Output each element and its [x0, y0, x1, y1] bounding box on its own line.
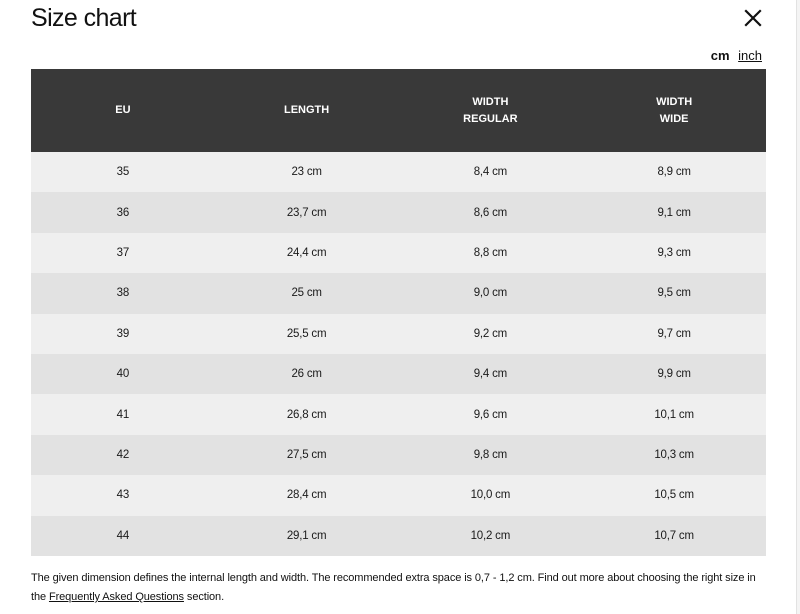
column-header-line: REGULAR [463, 112, 518, 125]
table-cell: 10,5 cm [582, 475, 766, 515]
table-cell: 23,7 cm [215, 192, 399, 232]
table-cell: 10,7 cm [582, 516, 766, 556]
unit-inch-option[interactable]: inch [738, 48, 762, 63]
column-header-length [215, 69, 399, 152]
page-title: Size chart [31, 4, 137, 32]
table-cell: 9,8 cm [399, 435, 583, 475]
table-row [31, 273, 766, 313]
table-cell: 10,1 cm [582, 394, 766, 434]
column-header-eu [31, 69, 215, 152]
footnote-text: The given dimension defines the internal length and width. The recommended extra space is 0,7 - 1,2 cm. Find out more about choosing the right size in the [31, 572, 756, 603]
table-cell: 25,5 cm [215, 314, 399, 354]
unit-cm-option[interactable]: cm [710, 48, 730, 63]
close-button[interactable] [741, 6, 765, 30]
table-row [31, 314, 766, 354]
table-cell: 42 [31, 435, 215, 475]
table-row [31, 394, 766, 434]
table-row [31, 192, 766, 232]
column-header-width-wide [582, 69, 766, 152]
column-header-width-regular [399, 69, 583, 152]
table-cell: 9,4 cm [399, 354, 583, 394]
table-row [31, 435, 766, 475]
table-cell: 9,6 cm [399, 394, 583, 434]
table-cell: 8,4 cm [399, 152, 583, 192]
table-cell: 9,1 cm [582, 192, 766, 232]
table-cell: 10,0 cm [399, 475, 583, 515]
table-cell: 10,2 cm [399, 516, 583, 556]
table-cell: 9,5 cm [582, 273, 766, 313]
table-cell: 9,3 cm [582, 233, 766, 273]
table-cell: 9,0 cm [399, 273, 583, 313]
table-cell: 41 [31, 394, 215, 434]
table-cell: 27,5 cm [215, 435, 399, 475]
table-cell: 37 [31, 233, 215, 273]
table-cell: 26 cm [215, 354, 399, 394]
table-cell: 8,6 cm [399, 192, 583, 232]
table-cell: 25 cm [215, 273, 399, 313]
column-header-line: WIDTH [472, 95, 509, 108]
footnote-text-end: section. [186, 591, 225, 603]
table-row [31, 354, 766, 394]
table-cell: 26,8 cm [215, 394, 399, 434]
table-row [31, 152, 766, 192]
column-header-line: EU [115, 104, 131, 116]
column-header-line: WIDTH [656, 95, 693, 108]
unit-toggle [706, 48, 762, 64]
table-cell: 40 [31, 354, 215, 394]
table-row [31, 516, 766, 556]
table-cell: 36 [31, 192, 215, 232]
table-cell: 24,4 cm [215, 233, 399, 273]
table-cell: 23 cm [215, 152, 399, 192]
table-cell: 28,4 cm [215, 475, 399, 515]
table-cell: 9,9 cm [582, 354, 766, 394]
table-cell: 9,2 cm [399, 314, 583, 354]
close-icon [741, 6, 765, 30]
table-cell: 8,9 cm [582, 152, 766, 192]
page-scrollbar[interactable] [796, 0, 800, 614]
size-footnote [31, 569, 771, 607]
column-header-line: WIDE [659, 112, 689, 125]
table-cell: 43 [31, 475, 215, 515]
table-cell: 35 [31, 152, 215, 192]
size-table [31, 69, 766, 556]
table-cell: 8,8 cm [399, 233, 583, 273]
faq-link[interactable]: Frequently Asked Questions [48, 591, 184, 603]
table-cell: 9,7 cm [582, 314, 766, 354]
table-cell: 39 [31, 314, 215, 354]
table-cell: 38 [31, 273, 215, 313]
table-header-row [31, 69, 766, 152]
column-header-line: LENGTH [284, 104, 330, 116]
table-row [31, 475, 766, 515]
table-cell: 29,1 cm [215, 516, 399, 556]
table-cell: 44 [31, 516, 215, 556]
table-row [31, 233, 766, 273]
table-cell: 10,3 cm [582, 435, 766, 475]
